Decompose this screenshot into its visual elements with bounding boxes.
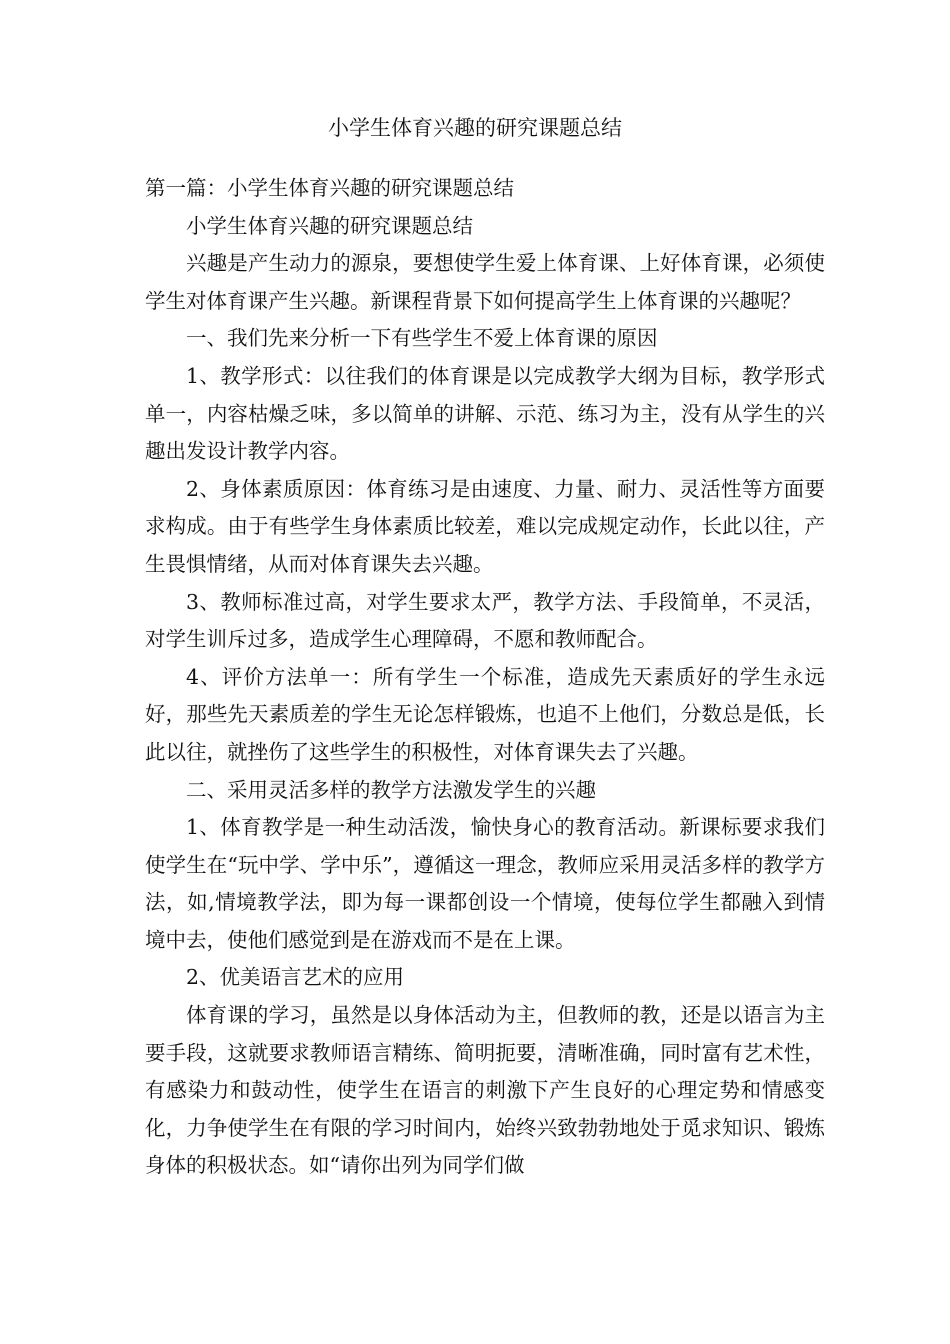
body-paragraph: 3、教师标准过高，对学生要求太严，教学方法、手段简单，不灵活，对学生训斥过多，造成学生心理障碍，不愿和教师配合。 xyxy=(145,589,825,652)
body-paragraph: 2、优美语言艺术的应用 xyxy=(186,965,405,990)
body-paragraph: 1、教学形式：以往我们的体育课是以完成教学大纲为目标，教学形式单一，内容枯燥乏味，多以简单的讲解、示范、练习为主，没有从学生的兴趣出发设计教学内容。 xyxy=(145,363,825,464)
body-paragraph: 兴趣是产生动力的源泉，要想使学生爱上体育课、上好体育课，必须使学生对体育课产生兴趣。新课程背景下如何提高学生上体育课的兴趣呢？ xyxy=(145,251,825,313)
body-paragraph: 二、采用灵活多样的教学方法激发学生的兴趣 xyxy=(186,777,596,802)
body-paragraph: 一、我们先来分析一下有些学生不爱上体育课的原因 xyxy=(186,326,658,351)
body-paragraph: 4、评价方法单一：所有学生一个标准，造成先天素质好的学生永远好，那些先天素质差的学生无论怎样锻炼，也追不上他们，分数总是低，长此以往，就挫伤了这些学生的积极性，对体育课失去了兴趣。 xyxy=(145,664,825,764)
subtitle-paragraph: 小学生体育兴趣的研究课题总结 xyxy=(186,213,473,238)
body-paragraph: 2、身体素质原因：体育练习是由速度、力量、耐力、灵活性等方面要求构成。由于有些学生身体素质比较差，难以完成规定动作，长此以往，产生畏惧情绪，从而对体育课失去兴趣。 xyxy=(145,476,825,576)
document-title: 小学生体育兴趣的研究课题总结 xyxy=(328,116,622,140)
body-paragraph: 1、体育教学是一种生动活泼，愉快身心的教育活动。新课标要求我们使学生在“玩中学、学中乐”，遵循这一理念，教师应采用灵活多样的教学方法，如,情境教学法，即为每一课都创设一个情境，使每位学生都融入到情境中去，使他们感觉到是在游戏而不是在上课。 xyxy=(145,815,825,952)
section-heading: 第一篇：小学生体育兴趣的研究课题总结 xyxy=(145,176,514,200)
body-paragraph: 体育课的学习，虽然是以身体活动为主，但教师的教，还是以语言为主要手段，这就要求教师语言精练、简明扼要，清晰准确，同时富有艺术性，有感染力和鼓动性，使学生在语言的刺激下产生良好的心理定势和情感变化，力争使学生在有限的学习时间内，始终兴致勃勃地处于觅求知识、锻炼身体的积极状态。如“请你出列为同学们做 xyxy=(145,1003,825,1178)
document-body xyxy=(145,170,825,1185)
